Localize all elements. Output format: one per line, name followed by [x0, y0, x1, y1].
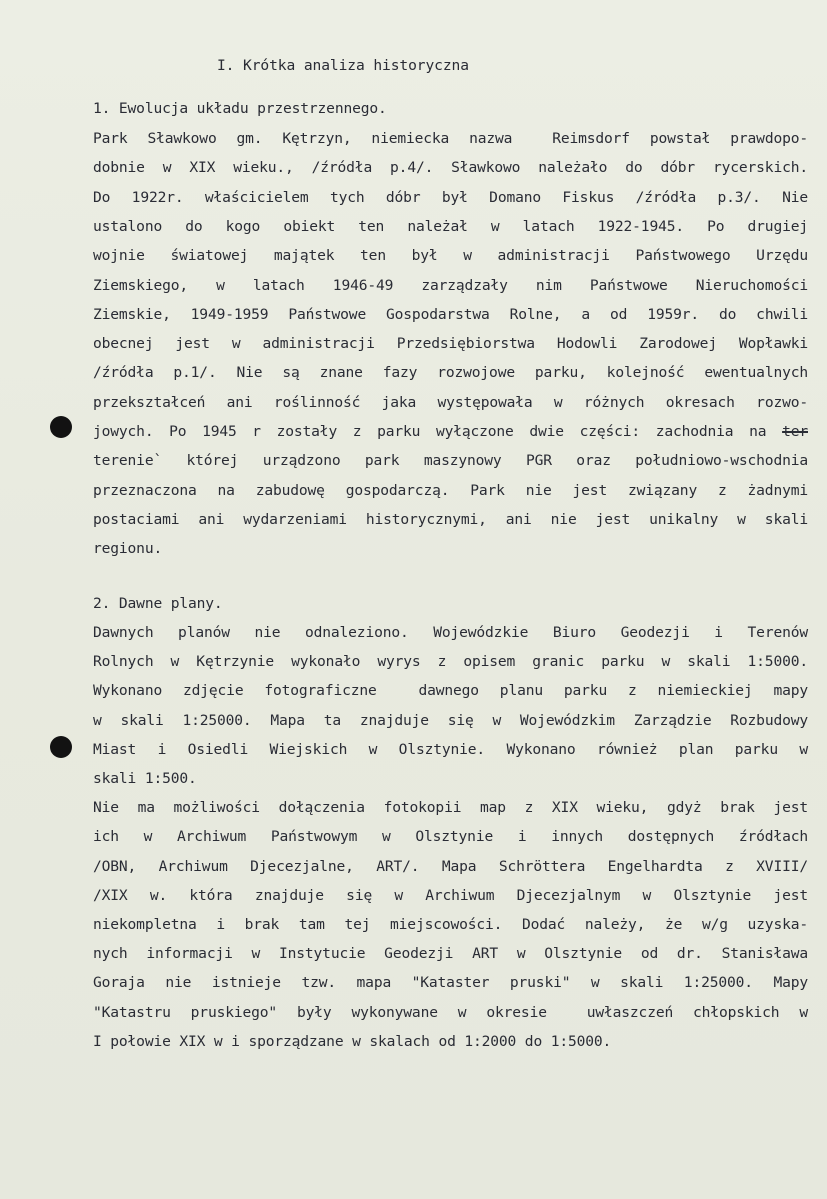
section2-text-line: I połowie XIX w i sporządzane w skalach od 1:2000 do 1:5000. — [93, 1032, 612, 1050]
section2-text-line: /XIX w. która znajduje się w Archiwum Djecezjalnym w Olsztynie jest — [93, 886, 808, 904]
section2-text-line: skali 1:500. — [93, 770, 197, 787]
section2-text-line: Nie ma możliwości dołączenia fotokopii map z XIX wieku, gdyż brak jest — [93, 799, 808, 817]
section1-text-line: przekształceń ani roślinność jaka występowała w różnych okresach rozwo- — [93, 393, 808, 411]
section2-text-line: "Katastru pruskiego" były wykonywane w okresie uwłaszczeń chłopskich w — [93, 1003, 808, 1021]
section2-text-line: ich w Archiwum Państwowym w Olsztynie i innych dostępnych źródłach — [93, 828, 808, 846]
section1-text-line: wojnie światowej majątek ten był w administracji Państwowego Urzędu — [93, 247, 808, 265]
section1-text-line: obecnej jest w administracji Przedsiębiorstwa Hodowli Zarodowej Wopławki — [93, 335, 808, 353]
section1-text-line: dobnie w XIX wieku., /źródła p.4/. Sławkowo należało do dóbr rycerskich. — [93, 159, 808, 177]
section1-text-line: przeznaczona na zabudowę gospodarczą. Park nie jest związany z żadnymi — [93, 481, 808, 499]
section2-text-line: nych informacji w Instytucie Geodezji ART w Olsztynie od dr. Stanisława — [93, 945, 808, 963]
section1-text-line: postaciami ani wydarzeniami historycznymi, ani nie jest unikalny w skali — [93, 510, 808, 528]
section1-text-line: Do 1922r. właścicielem tych dóbr był Domano Fiskus /źródła p.3/. Nie — [93, 188, 808, 206]
section1-text-line: ustalono do kogo obiekt ten należał w latach 1922-1945. Po drugiej — [93, 217, 808, 235]
page-title: I. Krótka analiza historyczna — [217, 57, 469, 74]
section1-text-line: terenie` której urządzono park maszynowy PGR oraz południowo-wschodnia — [93, 452, 808, 470]
section1-text-line: Ziemskiego, w latach 1946-49 zarządzały nim Państwowe Nieruchomości — [93, 276, 808, 294]
section1-text-line: jowych. Po 1945 r zostały z parku wyłączone dwie części: zachodnia na ter — [93, 423, 808, 440]
section1-text-line: Ziemskie, 1949-1959 Państwowe Gospodarstwa Rolne, a od 1959r. do chwili — [93, 305, 808, 323]
section2-text-line: w skali 1:25000. Mapa ta znajduje się w Wojewódzkim Zarządzie Rozbudowy — [93, 711, 808, 729]
section2-text-line: /OBN, Archiwum Djecezjalne, ART/. Mapa Schröttera Engelhardta z XVIII/ — [93, 857, 808, 875]
section1-heading: 1. Ewolucja układu przestrzennego. — [93, 100, 387, 117]
section2-text-line: Dawnych planów nie odnaleziono. Wojewódzkie Biuro Geodezji i Terenów — [93, 624, 808, 641]
section2-text-line: Miast i Osiedli Wiejskich w Olsztynie. Wykonano również plan parku w — [93, 740, 808, 758]
section1-text-line: regionu. — [93, 540, 163, 558]
punch-hole-top — [50, 416, 72, 438]
section2-heading: 2. Dawne plany. — [93, 595, 223, 612]
section2-text-line: Rolnych w Kętrzynie wykonało wyrys z opisem granic parku w skali 1:5000. — [93, 653, 808, 671]
section2-text-line: Wykonano zdjęcie fotograficzne dawnego planu parku z niemieckiej mapy — [93, 682, 808, 700]
section2-text-line: niekompletna i brak tam tej miejscowości. Dodać należy, że w/g uzyska- — [93, 916, 808, 933]
section1-text-line: /źródła p.1/. Nie są znane fazy rozwojowe parku, kolejność ewentualnych — [93, 364, 808, 382]
section1-text-line: Park Sławkowo gm. Kętrzyn, niemiecka nazwa Reimsdorf powstał prawdopo- — [93, 130, 808, 147]
punch-hole-bottom — [50, 736, 72, 758]
strikeout-word: ter — [782, 423, 808, 440]
section2-text-line: Goraja nie istnieje tzw. mapa "Kataster pruski" w skali 1:25000. Mapy — [93, 974, 808, 992]
